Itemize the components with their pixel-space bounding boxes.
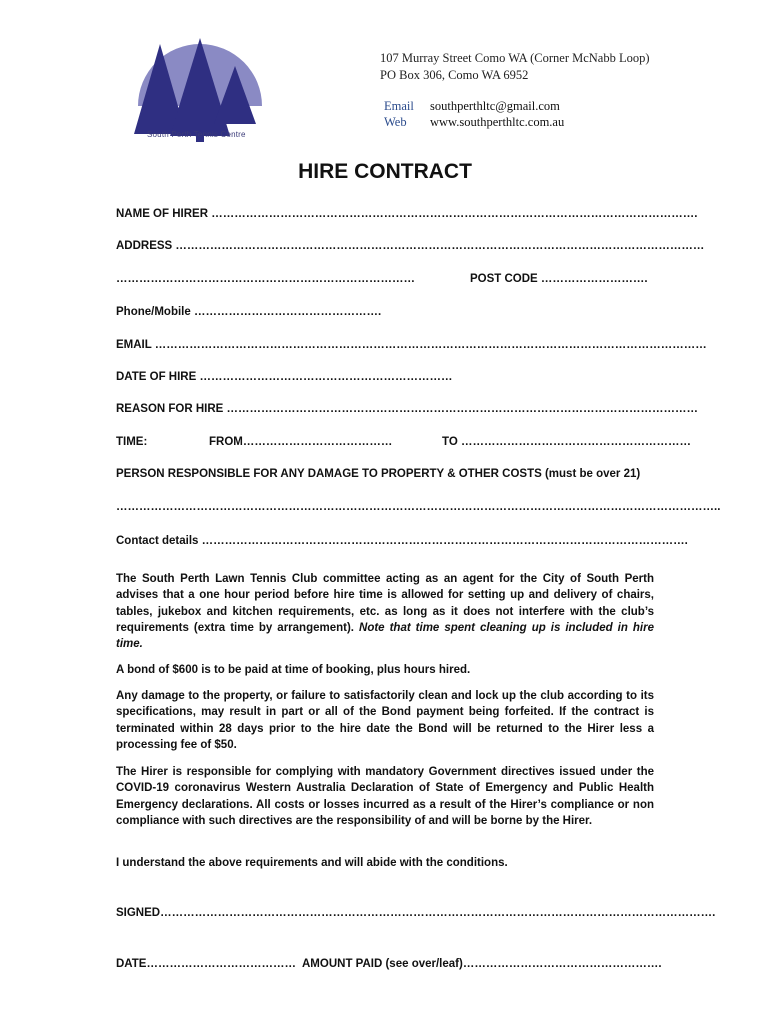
logo-caption: South Perth Tennis Centre <box>147 130 246 139</box>
from-field: FROM………………………………… <box>209 436 393 448</box>
person-responsible-label: PERSON RESPONSIBLE FOR ANY DAMAGE TO PROPERTY & OTHER COSTS (must be over 21) <box>116 468 641 480</box>
address-field: ADDRESS ………………………………………………………………………………………………………………………… <box>116 240 705 252</box>
email-value: southperthltc@gmail.com <box>430 99 560 113</box>
to-field: TO …………………………………………………… <box>442 436 691 448</box>
address-line-1: 107 Murray Street Como WA (Corner McNabb Loop) <box>380 51 650 65</box>
club-contact <box>384 98 564 130</box>
address-line2-field: …………………………………………………………………… <box>116 273 415 285</box>
phone-field: Phone/Mobile …………………………………………. <box>116 306 382 318</box>
amount-paid-field: AMOUNT PAID (see over/leaf)……………………………………………. <box>302 958 662 970</box>
covid-paragraph: The Hirer is responsible for complying with mandatory Government directives issued under the COVID-19 coronavirus Western Australia Declaration of State of Emergency and Public Health Emergency declarations. All costs or losses incurred as a result of the Hirer’s compliance or non compliance with such directives are the responsibility of and will be borne by the Hirer. <box>116 766 654 827</box>
bond-paragraph: A bond of $600 is to be paid at time of booking, plus hours hired. <box>116 664 471 676</box>
person-responsible-line: ………………………………………………………………………………………………………………………………………….. <box>116 501 721 513</box>
time-label: TIME: <box>116 436 148 448</box>
web-label: Web <box>384 115 407 129</box>
acknowledgement-paragraph: I understand the above requirements and will abide with the conditions. <box>116 857 508 869</box>
club-address <box>380 50 650 84</box>
reason-for-hire-field: REASON FOR HIRE …………………………………………………………………………………………………………… <box>116 403 699 415</box>
damage-paragraph: Any damage to the property, or failure to satisfactorily clean and lock up the club according to its specifications, may result in part or all of the Bond payment being forfeited. If the contract is terminated within 28 days prior to the hire date the Bond will be returned to the Hirer less a processing fee of $50. <box>116 690 654 751</box>
post-code-field: POST CODE ………………………. <box>470 273 648 285</box>
signed-field: SIGNED………………………………………………………………………………………………………………………………. <box>116 907 716 919</box>
email-field: EMAIL ……………………………………………………………………………………………………………………………… <box>116 339 707 351</box>
setup-time-paragraph: The South Perth Lawn Tennis Club committee acting as an agent for the City of South Perth advises that a one hour period before hire time is allowed for setting up and delivery of chairs, tables, jukebox and kitchen requirements, etc. as long as it does not interfere with the club’s requirements (extra time by arrangement). Note that time spent cleaning up is included in hire time. <box>116 573 654 651</box>
page-title: HIRE CONTRACT <box>298 160 472 183</box>
email-label: Email <box>384 99 414 113</box>
web-value: www.southperthltc.com.au <box>430 115 565 129</box>
name-of-hirer-field: NAME OF HIRER ………………………………………………………………………………………………………………. <box>116 208 698 220</box>
date-of-hire-field: DATE OF HIRE ………………………………………………………… <box>116 371 453 383</box>
date-field: DATE………………………………… <box>116 958 296 970</box>
contact-details-field: Contact details ………………………………………………………………………………………………………………. <box>116 535 688 547</box>
cleaning-note: Note that time spent cleaning up is included in hire time. <box>116 621 654 651</box>
address-line-2: PO Box 306, Como WA 6952 <box>380 68 529 82</box>
